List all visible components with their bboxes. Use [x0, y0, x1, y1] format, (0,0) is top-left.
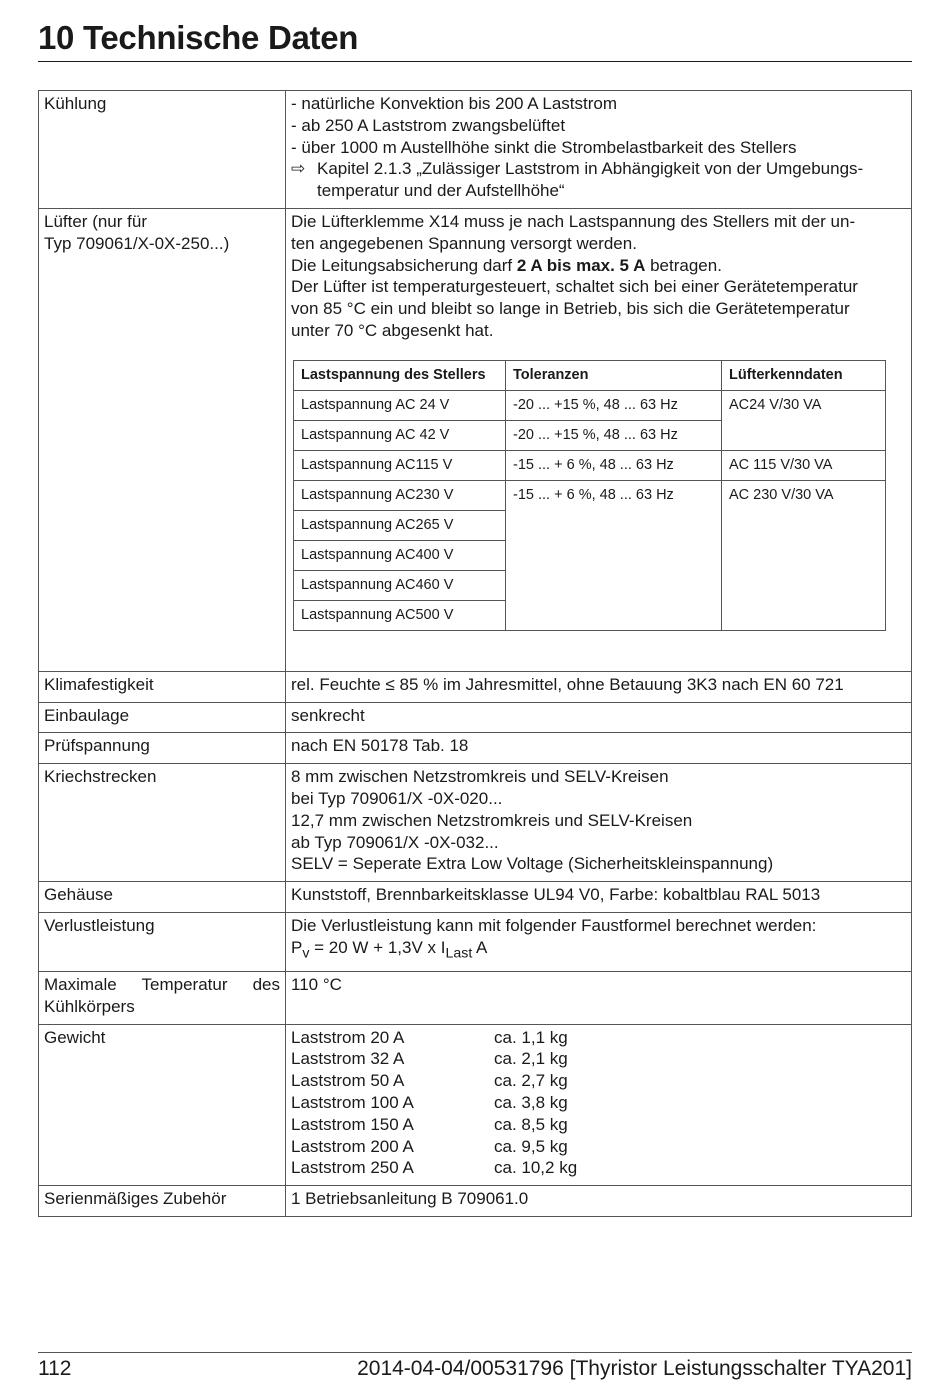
text-line: unter 70 °C abgesenkt hat.: [291, 320, 494, 340]
weight: ca. 9,5 kg: [494, 1136, 568, 1156]
spec-row-gewicht: [39, 1024, 912, 1186]
page-header: [38, 18, 912, 58]
spec-row-zubehoer: [39, 1186, 912, 1217]
load-current: Laststrom 100 A: [291, 1092, 414, 1112]
voltage-cell: Lastspannung AC115 V: [294, 450, 506, 480]
fan-voltage-table: [293, 360, 886, 631]
weight: ca. 2,1 kg: [494, 1049, 568, 1069]
text-fragment: Die Leitungsabsicherung darf: [291, 255, 517, 275]
table-row: [294, 390, 886, 420]
text-line: SELV = Seperate Extra Low Voltage (Sicherheitskleinspannung): [291, 854, 774, 874]
load-current: Laststrom 50 A: [291, 1071, 405, 1091]
spec-value: 1 Betriebsanleitung B 709061.0: [286, 1186, 912, 1217]
weight-row: [291, 1114, 906, 1136]
weight-row: [291, 1136, 906, 1158]
text-line: [291, 255, 906, 277]
voltage-cell: Lastspannung AC 24 V: [294, 390, 506, 420]
weight: ca. 2,7 kg: [494, 1071, 568, 1091]
spec-row-pruefspannung: [39, 733, 912, 764]
weight: ca. 8,5 kg: [494, 1114, 568, 1134]
label-line: Maximale Temperatur des: [44, 974, 280, 994]
text-line: Die Verlustleistung kann mit folgender Faustformel berechnet werden:: [291, 915, 817, 935]
spec-row-verlustleistung: [39, 912, 912, 971]
text-line: bei Typ 709061/X -0X-020...: [291, 788, 503, 808]
label-line: Lüfter (nur für: [44, 211, 147, 231]
load-current: Laststrom 150 A: [291, 1114, 414, 1134]
spec-value: [286, 912, 912, 971]
spec-label: Verlustleistung: [39, 912, 286, 971]
spec-value: Kunststoff, Brennbarkeitsklasse UL94 V0, Farbe: kobaltblau RAL 5013: [286, 882, 912, 913]
load-current: Laststrom 20 A: [291, 1027, 405, 1047]
voltage-cell: Lastspannung AC400 V: [294, 540, 506, 570]
footer-rule: [38, 1352, 912, 1353]
load-current: Laststrom 200 A: [291, 1136, 414, 1156]
load-current: Laststrom 250 A: [291, 1158, 414, 1178]
cross-reference[interactable]: [291, 158, 906, 180]
tolerance-cell: -20 ... +15 %, 48 ... 63 Hz: [506, 420, 722, 450]
document-reference: 2014-04-04/00531796 [Thyristor Leistungsschalter TYA201]: [357, 1357, 912, 1380]
spec-value: [286, 91, 912, 209]
spec-label: Kriechstrecken: [39, 764, 286, 882]
spec-row-max-temperatur: [39, 971, 912, 1024]
column-header: Toleranzen: [506, 360, 722, 390]
label-line: Typ 709061/X-0X-250...): [44, 233, 230, 253]
spec-row-klimafestigkeit: [39, 671, 912, 702]
spec-value: rel. Feuchte ≤ 85 % im Jahresmittel, ohne Betauung 3K3 nach EN 60 721: [286, 671, 912, 702]
spec-value: [286, 208, 912, 671]
fan-data-cell: AC24 V/30 VA: [722, 390, 886, 450]
load-current: Laststrom 32 A: [291, 1049, 405, 1069]
spec-value: nach EN 50178 Tab. 18: [286, 733, 912, 764]
spec-value: 110 °C: [286, 971, 912, 1024]
text-line: Die Lüfterklemme X14 muss je nach Lastspannung des Stellers mit der un-: [291, 211, 856, 231]
spec-row-luefter: [39, 208, 912, 671]
voltage-cell: Lastspannung AC460 V: [294, 570, 506, 600]
weight-row: [291, 1048, 906, 1070]
weight-row: [291, 1027, 906, 1049]
weight-row: [291, 1070, 906, 1092]
fuse-rating: 2 A bis max. 5 A: [516, 255, 646, 275]
text-fragment: betragen.: [645, 255, 722, 275]
text-line: - über 1000 m Austellhöhe sinkt die Strombelastbarkeit des Stellers: [291, 137, 797, 157]
spec-label: Prüfspannung: [39, 733, 286, 764]
text-line: 12,7 mm zwischen Netzstromkreis und SELV-Kreisen: [291, 810, 693, 830]
cross-reference-text: Kapitel 2.1.3 „Zulässiger Laststrom in Abhängigkeit von der Umgebungs-: [317, 159, 864, 179]
text-line: ten angegebenen Spannung versorgt werden.: [291, 233, 637, 253]
voltage-cell: Lastspannung AC 42 V: [294, 420, 506, 450]
tolerance-cell: -15 ... + 6 %, 48 ... 63 Hz: [506, 450, 722, 480]
page-title: 10 Technische Daten: [38, 19, 359, 56]
text-line: ab Typ 709061/X -0X-032...: [291, 832, 499, 852]
formula-fragment: A: [472, 937, 488, 957]
spec-label: Kühlung: [39, 91, 286, 209]
table-header-row: [294, 360, 886, 390]
cross-reference-text: temperatur und der Aufstellhöhe“: [317, 181, 565, 201]
formula-subscript: v: [302, 945, 310, 962]
voltage-cell: Lastspannung AC500 V: [294, 600, 506, 630]
spec-label: Gewicht: [39, 1024, 286, 1186]
spec-row-kriechstrecken: [39, 764, 912, 882]
spec-label: Einbaulage: [39, 702, 286, 733]
weight-row: [291, 1092, 906, 1114]
spec-value: [286, 1024, 912, 1186]
text-line: von 85 °C ein und bleibt so lange in Betrieb, bis sich die Gerätetemperatur: [291, 299, 850, 319]
formula-symbol: P: [291, 937, 303, 957]
spec-label: [39, 208, 286, 671]
spec-label: Serienmäßiges Zubehör: [39, 1186, 286, 1217]
column-header: Lüfterkenndaten: [722, 360, 886, 390]
text-line: 8 mm zwischen Netzstromkreis und SELV-Kreisen: [291, 767, 669, 787]
page-number: 112: [38, 1357, 72, 1380]
weight: ca. 3,8 kg: [494, 1092, 568, 1112]
page-footer: [38, 1357, 912, 1381]
weight: ca. 10,2 kg: [494, 1158, 578, 1178]
text-line: - natürliche Konvektion bis 200 A Laststrom: [291, 94, 618, 113]
spec-value: senkrecht: [286, 702, 912, 733]
spec-label: [39, 971, 286, 1024]
spec-label: Klimafestigkeit: [39, 671, 286, 702]
tolerance-cell: -15 ... + 6 %, 48 ... 63 Hz: [506, 480, 722, 630]
spec-label: Gehäuse: [39, 882, 286, 913]
column-header: Lastspannung des Stellers: [294, 360, 506, 390]
voltage-cell: Lastspannung AC230 V: [294, 480, 506, 510]
label-line: Kühlkörpers: [44, 996, 135, 1016]
weight-row: [291, 1157, 906, 1179]
spec-value: [286, 764, 912, 882]
formula-fragment: = 20 W + 1,3V x I: [309, 937, 446, 957]
spec-row-kuehlung: [39, 91, 912, 209]
tolerance-cell: -20 ... +15 %, 48 ... 63 Hz: [506, 390, 722, 420]
text-line: - ab 250 A Laststrom zwangsbelüftet: [291, 115, 566, 135]
voltage-cell: Lastspannung AC265 V: [294, 510, 506, 540]
arrow-right-icon: ⇨: [291, 159, 306, 179]
text-line: Der Lüfter ist temperaturgesteuert, schaltet sich bei einer Gerätetemperatur: [291, 277, 858, 297]
spec-row-gehaeuse: [39, 882, 912, 913]
table-row: [294, 480, 886, 510]
table-row: [294, 450, 886, 480]
header-rule: [38, 61, 912, 62]
spec-row-einbaulage: [39, 702, 912, 733]
fan-data-cell: AC 230 V/30 VA: [722, 480, 886, 630]
spec-table: [38, 90, 912, 1217]
fan-data-cell: AC 115 V/30 VA: [722, 450, 886, 480]
weight: ca. 1,1 kg: [494, 1027, 568, 1047]
formula: [291, 937, 906, 965]
formula-subscript: Last: [445, 945, 473, 962]
